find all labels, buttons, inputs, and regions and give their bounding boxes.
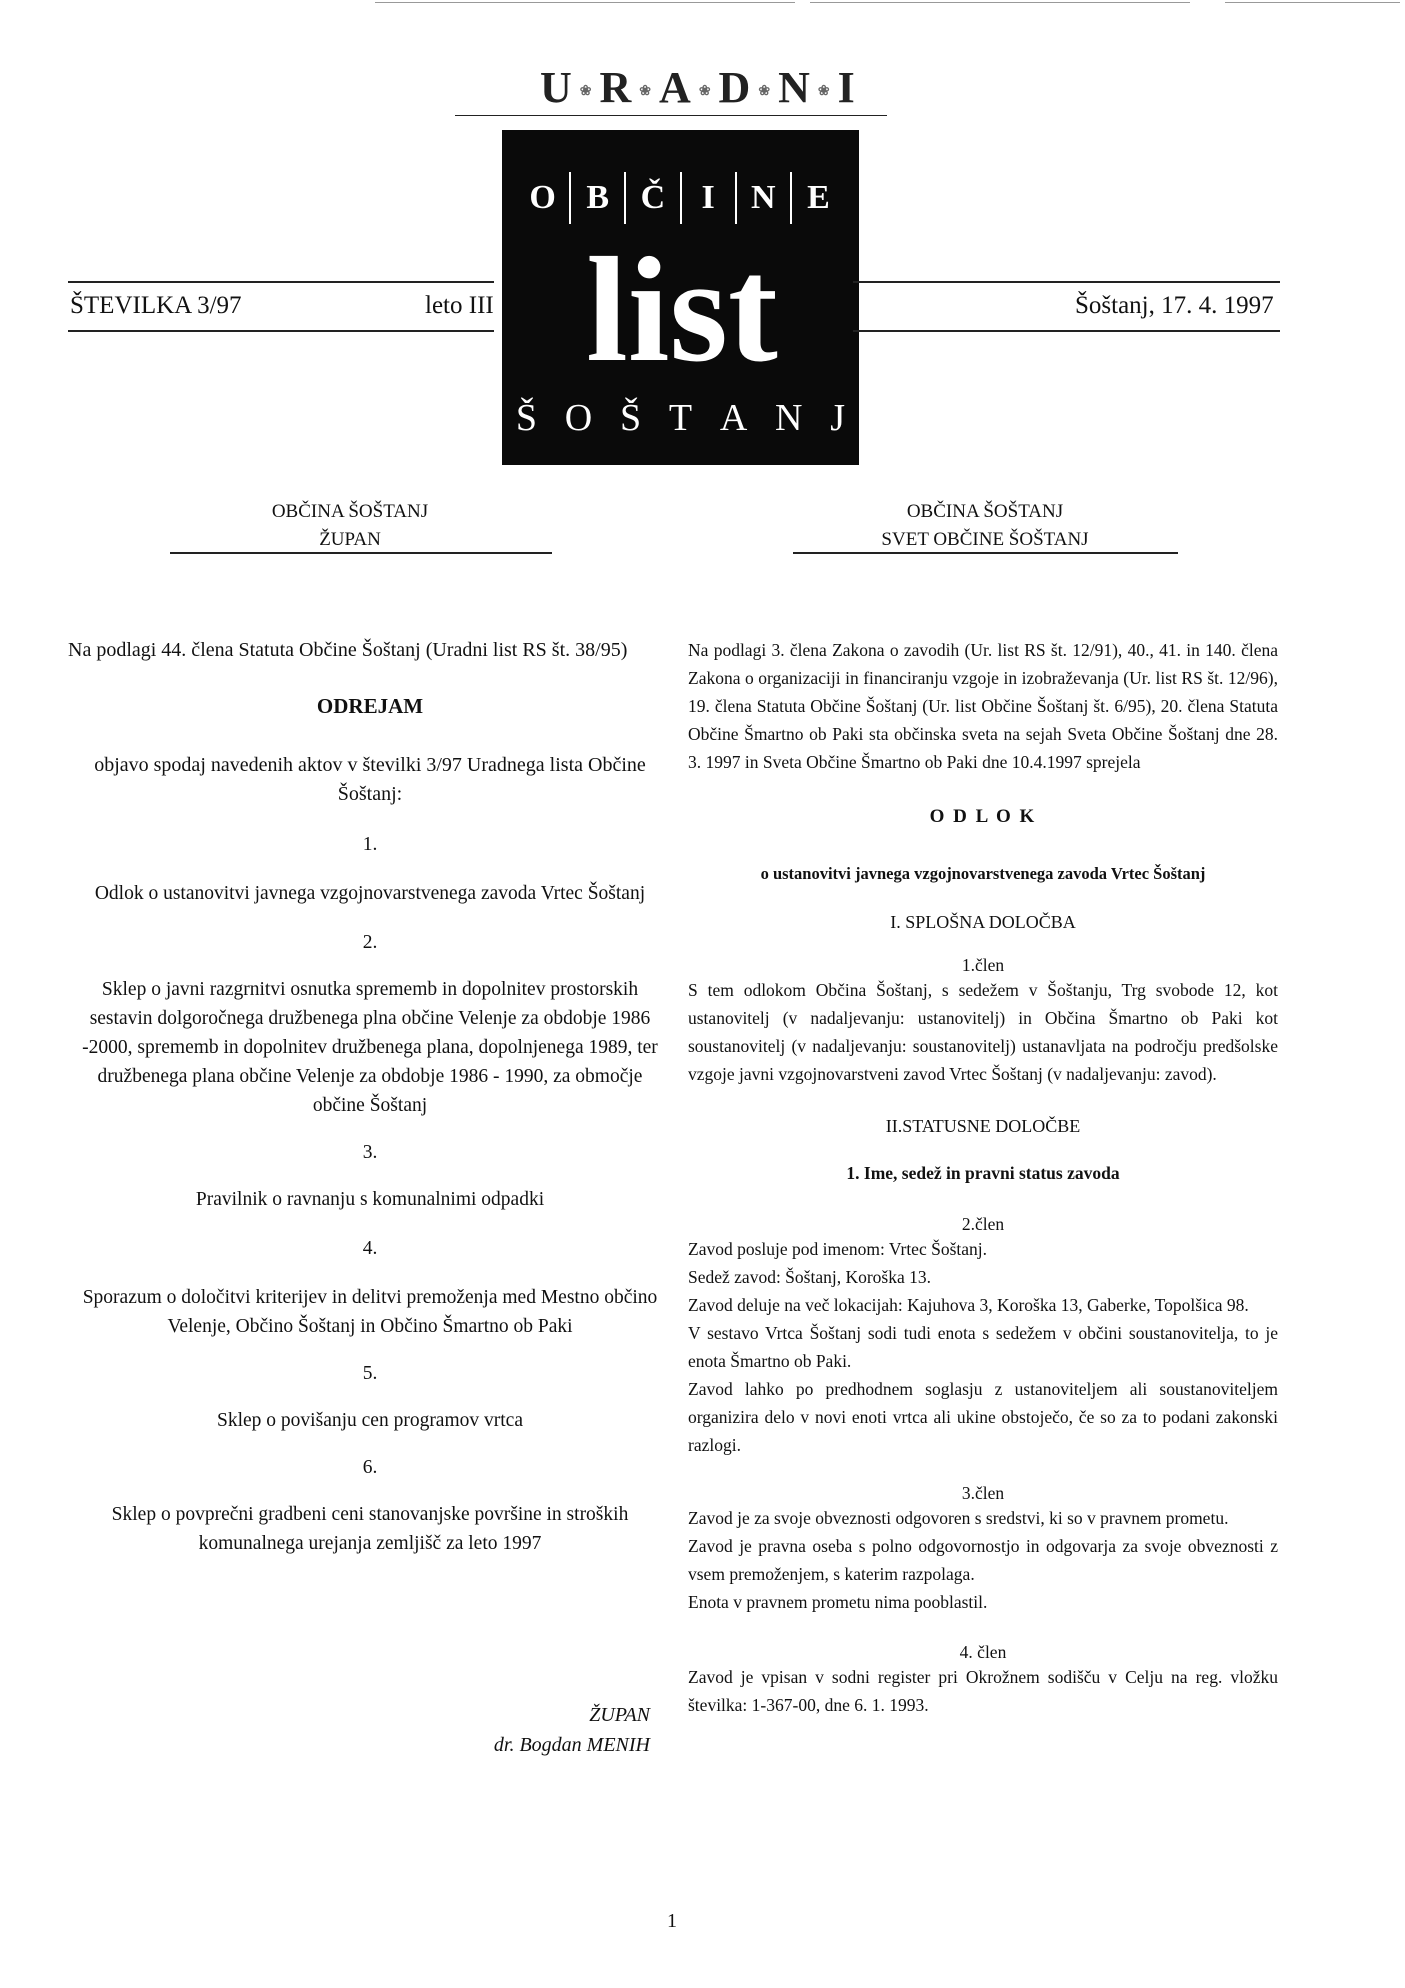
logo-bottom-letter: N (775, 397, 803, 439)
article-2-line: Zavod lahko po predhodnem soglasju z ustanoviteljem ali soustanoviteljem organizira delo v novi enoti vrtca ali ukine obstoječo, če so za to podani zakonski razlogi. (688, 1379, 1278, 1455)
ornament-dot-icon: ❀ (639, 84, 658, 100)
uradni-letter: A (659, 63, 697, 112)
issue-rule-top-right (853, 281, 1280, 283)
scan-edge-line (810, 2, 1190, 3)
logo-obcine (516, 172, 845, 224)
signature-name: dr. Bogdan MENIH (493, 1734, 650, 1756)
uradni-letter: U (540, 63, 578, 112)
logo-bottom-letter: A (719, 397, 748, 439)
issue-rule-top-left (68, 281, 494, 283)
logo-bottom-letter: T (668, 397, 693, 439)
ornament-dot-icon: ❀ (817, 84, 836, 100)
item-text: Odlok o ustanovitvi javnega vzgojnovarstvenega zavoda Vrtec Šoštanj (94, 883, 646, 904)
left-items-list (70, 830, 670, 1576)
left-header-line1: OBČINA ŠOŠTANJ (271, 501, 429, 522)
logo-bottom-letter: Š (515, 397, 538, 439)
ornament-dot-icon: ❀ (579, 84, 598, 100)
uradni-letter: R (599, 63, 638, 112)
right-header-line1: OBČINA ŠOŠTANJ (906, 501, 1064, 522)
logo-top-letter: E (807, 179, 830, 216)
logo-top-letter: B (571, 172, 626, 224)
masthead-uradni (540, 62, 861, 113)
odlok-subtitle: o ustanovitvi javnega vzgojnovarstvenega zavoda Vrtec Šoštanj (760, 864, 1206, 883)
svg-text:list: list (586, 240, 778, 380)
issue-rule-bottom-left (68, 330, 494, 332)
ornament-dot-icon: ❀ (698, 84, 717, 100)
item-text: Sklep o javni razgrnitvi osnutka sprememb in dopolnitev prostorskih sestavin dolgoročnega družbenega plna občine Velenje za obdobje 1986 -2000, sprememb in dopolnitev družbenega plana, dopolnjenega 1989, ter družbenega plana občine Velenje za obdobje 1986 - 1990, za območje občine Šoštanj (82, 979, 658, 1116)
right-intro: Na podlagi 3. člena Zakona o zavodih (Ur. list RS št. 12/91), 40., 41. in 140. člena Zakona o organizaciji in financiranju vzgoje in izobraževanja (Ur. list RS št. 12/96), 19. člena Statuta Občine Šoštanj (Ur. list Občine Šoštanj št. 6/95), 20. člena Statuta Občine Šmartno ob Paki sta občinska sveta na sejah Sveta Občine Šoštanj dne 28. 3. 1997 in Sveta Občine Šmartno ob Paki dne 10.4.1997 sprejela (688, 640, 1278, 772)
uradni-letter: I (837, 63, 861, 112)
masthead-underline (455, 115, 887, 116)
signature-block (360, 1700, 650, 1760)
signature-title: ŽUPAN (589, 1704, 650, 1726)
logo-top-letter: I (682, 172, 737, 224)
left-header-rule (170, 552, 552, 554)
left-intro: Na podlagi 44. člena Statuta Občine Šoštanj (Uradni list RS št. 38/95) (68, 639, 628, 661)
item-num: 1. (362, 834, 378, 855)
item-num: 6. (362, 1457, 378, 1478)
article-4-text: Zavod je vpisan v sodni register pri Okrožnem sodišču v Celju na reg. vložku številka: 1-367-00, dne 6. 1. 1993. (688, 1667, 1278, 1715)
article-3-line: Enota v pravnem prometu nima pooblastil. (688, 1592, 988, 1612)
left-decree: ODREJAM (316, 694, 424, 718)
logo-sostanj (502, 388, 859, 448)
item-text: Pravilnik o ravnanju s komunalnimi odpadki (195, 1189, 545, 1210)
article-2-line: Zavod posluje pod imenom: Vrtec Šoštanj. (688, 1239, 988, 1259)
issue-number: ŠTEVILKA 3/97 (70, 292, 242, 319)
issue-year: leto III (425, 292, 494, 319)
item-num: 4. (362, 1238, 378, 1259)
issue-place-date: Šoštanj, 17. 4. 1997 (1075, 292, 1274, 319)
article-4-heading: 4. člen (959, 1642, 1007, 1662)
article-3-heading: 3.člen (961, 1483, 1005, 1503)
uradni-letter: D (718, 63, 757, 112)
issue-rule-bottom-right (853, 330, 1280, 332)
logo-top-letter: N (737, 172, 792, 224)
article-2-line: Zavod deluje na več lokacijah: Kajuhova 3, Koroška 13, Gaberke, Topolšica 98. (688, 1295, 1249, 1315)
article-2-line: Sedež zavod: Šoštanj, Koroška 13. (688, 1267, 932, 1287)
article-2-heading: 2.člen (961, 1214, 1005, 1234)
item-num: 3. (362, 1142, 378, 1163)
odlok-title: O D L O K (929, 806, 1037, 827)
right-header-line2: SVET OBČINE ŠOŠTANJ (881, 529, 1089, 550)
article-3-body (688, 1504, 1278, 1616)
left-header (170, 498, 530, 554)
logo-list-word (542, 240, 822, 380)
article-3-line: Zavod je za svoje obveznosti odgovoren s sredstvi, ki so v pravnem prometu. (688, 1508, 1229, 1528)
item-num: 2. (362, 932, 378, 953)
subsection-1-heading: 1. Ime, sedež in pravni status zavoda (846, 1163, 1120, 1183)
page-number: 1 (667, 1910, 677, 1932)
logo-bottom-letter: Š (619, 397, 642, 439)
article-2-line: V sestavo Vrtca Šoštanj sodi tudi enota s sedežem v občini soustanovitelja, to je enota Šmartno ob Paki. (688, 1323, 1278, 1371)
article-3-line: Zavod je pravna oseba s polno odgovornostjo in odgovarja za svoje obveznosti z vsem premoženjem, s katerim razpolaga. (688, 1536, 1278, 1584)
left-publish-text: objavo spodaj navedenih aktov v številki 3/97 Uradnega lista Občine Šoštanj: (94, 754, 646, 805)
uradni-letter: N (778, 63, 816, 112)
logo-bottom-letter: O (564, 397, 593, 439)
masthead-logo (502, 130, 859, 465)
section-2-heading: II.STATUSNE DOLOČBE (885, 1116, 1081, 1136)
article-1-heading: 1.člen (961, 955, 1005, 975)
scan-edge-line (1225, 2, 1400, 3)
item-num: 5. (362, 1363, 378, 1384)
right-header (790, 498, 1180, 554)
logo-top-letter: O (516, 172, 571, 224)
item-text: Sklep o povišanju cen programov vrtca (217, 1410, 523, 1431)
item-text: Sporazum o določitvi kriterijev in delitvi premoženja med Mestno občino Velenje, Občino Šoštanj in Občino Šmartno ob Paki (82, 1287, 658, 1337)
logo-bottom-letter: J (830, 397, 846, 439)
item-text: Sklep o povprečni gradbeni ceni stanovanjske površine in stroških komunalnega urejanja zemljišč za leto 1997 (111, 1504, 629, 1554)
ornament-dot-icon: ❀ (758, 84, 777, 100)
section-1-heading: I. SPLOŠNA DOLOČBA (890, 912, 1076, 932)
logo-top-letter: Č (626, 172, 681, 224)
scan-edge-line (375, 2, 795, 3)
article-1-text: S tem odlokom Občina Šoštanj, s sedežem v Šoštanju, Trg svobode 12, kot ustanovitelj (v nadaljevanju: ustanovitelj) in Občina Šmartno ob Paki kot soustanovitelj (v nadaljevanju: soustanovitelj) ustanavljata na področju predšolske vzgoje javni vzgojnovarstveni zavod Vrtec Šoštanj (v nadaljevanju: zavod). (688, 980, 1278, 1084)
article-2-body (688, 1235, 1278, 1459)
right-header-rule (793, 552, 1178, 554)
left-header-line2: ŽUPAN (319, 529, 381, 550)
right-column (688, 636, 1278, 1719)
